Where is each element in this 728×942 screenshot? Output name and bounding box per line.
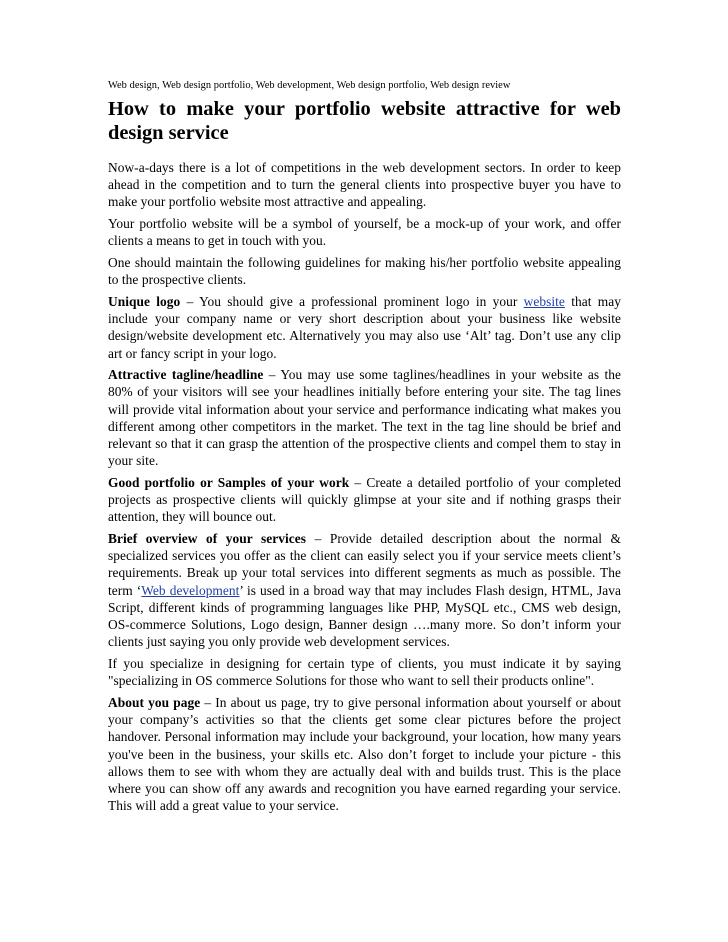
intro-paragraph-2: Your portfolio website will be a symbol of yourself, be a mock-up of your work, and offer clients a means to get in touch with you. [108,216,621,249]
tag-list: Web design, Web design portfolio, Web development, Web design portfolio, Web design review [108,80,511,91]
specialize-paragraph: If you specialize in designing for certain type of clients, you must indicate it by saying "specializing in OS commerce Solutions for those who want to sell their products online". [108,655,621,689]
article-title: How to make your portfolio website attractive for web design service [108,98,621,144]
logo-text-after: that may include your company name or very short description about your business like website design/website development etc. Alternatively you may also use ‘Alt’ tag. Don’t use any clip art or fancy script in your logo. [108,293,622,361]
logo-text-before: – You should give a professional prominent logo in your [180,293,524,309]
tagline-heading: Attractive tagline/headline [108,367,264,383]
about-paragraph [108,694,621,814]
intro-paragraph-3: One should maintain the following guidelines for making his/her portfolio website appealing to the prospective clients. [108,255,621,288]
intro-paragraph-1: Now-a-days there is a lot of competitions in the web development sectors. In order to keep ahead in the competition and to turn the general clients into prospective buyer you have to make your portfolio website most attractive and appealing. [108,160,621,210]
about-heading: About you page [108,694,201,710]
tagline-text: – You may use some taglines/headlines in your website as the 80% of your visitors will see your headlines initially before entering your site. The tag lines will provide vital information about your service and performance indicating what makes you different among other competitors in the market. The text in the tag line should be brief and relevant so that it can grasp the attention of the prospective clients and compel them to stay in your site. [108,367,622,469]
services-heading: Brief overview of your services [108,531,307,547]
web-development-link[interactable]: Web development [141,582,240,598]
website-link[interactable]: website [523,293,565,309]
tagline-paragraph [108,366,621,469]
portfolio-text: – Create a detailed portfolio of your completed projects as prospective clients will quickly glimpse at your site and if nothing grasps their attention, they will bounce out. [108,474,621,525]
services-text-before: – Provide detailed description about the normal & specialized services you offer as the client can easily select you if your service meets client’s requirements. Break up your total services into different segments as much as possible. The term ‘ [108,531,621,598]
document-page [108,79,621,819]
logo-heading: Unique logo [108,293,181,309]
portfolio-heading: Good portfolio or Samples of your work [108,474,350,490]
logo-paragraph [108,293,621,362]
about-text: – In about us page, try to give personal information about yourself or about your company’s activities so that the clients get some clear pictures before the project handover. Personal information may include your background, your location, how many years you've been in the business, your skills etc. Also don’t forget to include your picture - this allows them to see with whom they are actually deal with and builds trust. This is the place where you can show off any awards and recognition you have earned regarding your service. This will add a great value to your service. [108,694,622,814]
portfolio-paragraph [108,474,621,526]
services-text-after: ’ is used in a broad way that may includes Flash design, HTML, Java Script, different kinds of programming languages like PHP, MySQL etc., CMS web design, OS-commerce Solutions, Logo design, Banner design ….many more. So don’t inform your clients just saying you only provide web development services. [108,582,621,650]
services-paragraph [108,530,621,650]
